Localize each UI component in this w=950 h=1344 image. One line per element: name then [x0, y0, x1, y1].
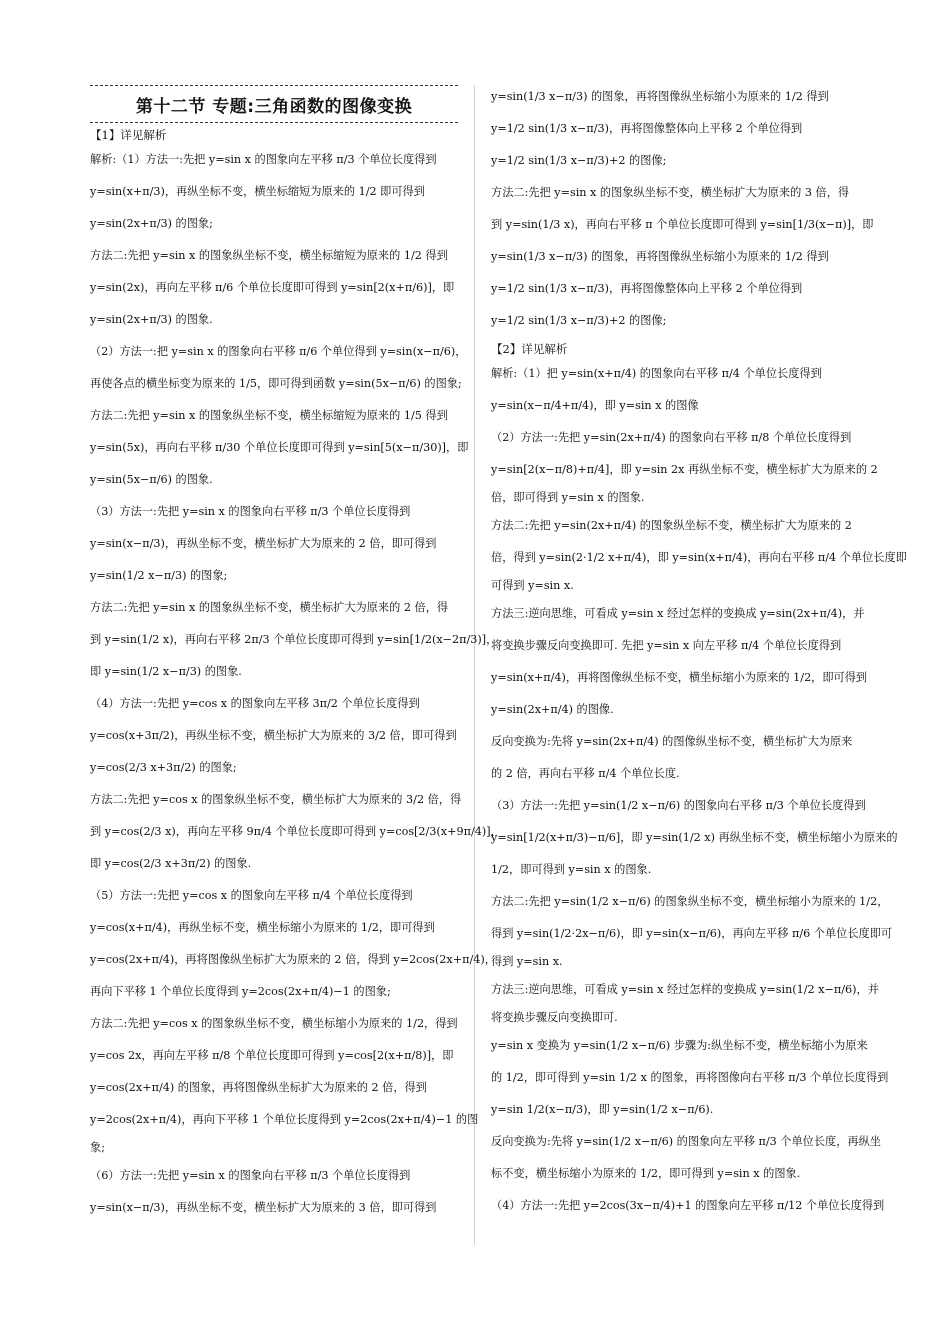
text-line: y=sin(2x+π/3) 的图象;	[90, 217, 213, 230]
text-line: y=cos(x+3π/2)，再纵坐标不变，横坐标扩大为原来的 3/2 倍，即可得到	[90, 729, 457, 742]
text-line: 将变换步骤反向变换即可.	[491, 1011, 618, 1024]
text-line: 再向下平移 1 个单位长度得到 y=2cos(2x+π/4)−1 的图象;	[90, 985, 391, 998]
section-heading: 【1】详见解析	[90, 128, 167, 142]
text-line: （5）方法一:先把 y=cos x 的图象向左平移 π/4 个单位长度得到	[90, 889, 413, 902]
text-line: y=cos(x+π/4)，再纵坐标不变，横坐标缩小为原来的 1/2，即可得到	[90, 921, 435, 934]
text-line: y=2cos(2x+π/4)，再向下平移 1 个单位长度得到 y=2cos(2x+π/4)−1 的图	[90, 1113, 479, 1126]
right-body	[491, 81, 907, 1222]
text-line: 即 y=sin(1/2 x−π/3) 的图象.	[90, 665, 242, 678]
text-line: y=sin(x−π/3)，再纵坐标不变，横坐标扩大为原来的 2 倍，即可得到	[90, 537, 437, 550]
text-line: 到 y=sin(1/3 x)，再向右平移 π 个单位长度即可得到 y=sin[1/3(x−π)]，即	[491, 218, 874, 231]
text-line: y=1/2 sin(1/3 x−π/3)+2 的图像;	[491, 314, 667, 327]
text-line: y=sin(x−π/3)，再纵坐标不变，横坐标扩大为原来的 3 倍，即可得到	[90, 1201, 437, 1214]
title-rule-top	[90, 85, 458, 86]
text-line: 得到 y=sin x.	[491, 955, 563, 968]
text-line: 再使各点的横坐标变为原来的 1/5，即可得到函数 y=sin(5x−π/6) 的图象;	[90, 377, 462, 390]
text-line: 可得到 y=sin x.	[491, 579, 574, 592]
section-heading: 【2】详见解析	[491, 342, 568, 356]
text-line: 得到 y=sin(1/2·2x−π/6)，即 y=sin(x−π/6)，再向左平移 π/6 个单位长度即可	[491, 927, 893, 940]
text-line: y=sin(2x)，再向左平移 π/6 个单位长度即可得到 y=sin[2(x+π/6)]，即	[90, 281, 455, 294]
text-line: （4）方法一:先把 y=cos x 的图象向左平移 3π/2 个单位长度得到	[90, 697, 420, 710]
text-line: y=sin x 变换为 y=sin(1/2 x−π/6) 步骤为:纵坐标不变，横坐标缩小为原来	[491, 1039, 868, 1052]
text-line: 反向变换为:先将 y=sin(1/2 x−π/6) 的图象向左平移 π/3 个单位长度，再纵坐	[491, 1135, 881, 1148]
text-line: （2）方法一:把 y=sin x 的图象向右平移 π/6 个单位得到 y=sin(x−π/6)，	[90, 345, 467, 358]
text-line: 方法二:先把 y=sin x 的图象纵坐标不变，横坐标缩短为原来的 1/5 得到	[90, 409, 448, 422]
text-line: 解析:（1）方法一:先把 y=sin x 的图象向左平移 π/3 个单位长度得到	[90, 153, 437, 166]
text-line: 反向变换为:先将 y=sin(2x+π/4) 的图像纵坐标不变，横坐标扩大为原来	[491, 735, 853, 748]
text-line: 象;	[90, 1141, 105, 1154]
text-line: y=sin(1/2 x−π/3) 的图象;	[90, 569, 228, 582]
text-line: 倍，得到 y=sin(2·1/2 x+π/4)，即 y=sin(x+π/4)，再向右平移 π/4 个单位长度即	[491, 551, 907, 564]
text-line: 的 2 倍，再向右平移 π/4 个单位长度.	[491, 767, 680, 780]
text-line: y=cos(2x+π/4)，再将图像纵坐标扩大为原来的 2 倍，得到 y=2cos(2x+π/4)，	[90, 953, 496, 966]
text-line: y=sin(x−π/4+π/4)，即 y=sin x 的图像	[491, 399, 699, 412]
text-line: y=1/2 sin(1/3 x−π/3)+2 的图像;	[491, 154, 667, 167]
text-line: y=sin[2(x−π/8)+π/4]，即 y=sin 2x 再纵坐标不变，横坐标扩大为原来的 2	[491, 463, 878, 476]
text-line: y=sin(x+π/3)，再纵坐标不变，横坐标缩短为原来的 1/2 即可得到	[90, 185, 425, 198]
text-line: 方法二:先把 y=cos x 的图象纵坐标不变，横坐标缩小为原来的 1/2，得到	[90, 1017, 458, 1030]
text-line: y=sin(x+π/4)，再将图像纵坐标不变，横坐标缩小为原来的 1/2，即可得到	[491, 671, 868, 684]
text-line: y=sin(5x−π/6) 的图象.	[90, 473, 213, 486]
text-line: 方法三:逆向思维，可看成 y=sin x 经过怎样的变换成 y=sin(1/2 x−π/6)，并	[491, 983, 879, 996]
text-line: 的 1/2，即可得到 y=sin 1/2 x 的图象，再将图像向右平移 π/3 个单位长度得到	[491, 1071, 889, 1084]
text-line: 将变换步骤反向变换即可. 先把 y=sin x 向左平移 π/4 个单位长度得到	[491, 639, 842, 652]
left-body	[90, 126, 502, 1224]
text-line: y=sin(1/3 x−π/3) 的图象，再将图像纵坐标缩小为原来的 1/2 得到	[491, 90, 829, 103]
text-line: y=1/2 sin(1/3 x−π/3)，再将图像整体向上平移 2 个单位得到	[491, 122, 803, 135]
right-column	[491, 85, 907, 1222]
text-line: y=sin(1/3 x−π/3) 的图象，再将图像纵坐标缩小为原来的 1/2 得到	[491, 250, 829, 263]
page-title: 第十二节 专题:三角函数的图像变换	[135, 97, 413, 117]
text-line: （4）方法一:先把 y=2cos(3x−π/4)+1 的图象向左平移 π/12 个单位长度得到	[491, 1199, 885, 1212]
text-line: 标不变，横坐标缩小为原来的 1/2，即可得到 y=sin x 的图象.	[491, 1167, 801, 1180]
text-line: y=sin[1/2(x+π/3)−π/6]，即 y=sin(1/2 x) 再纵坐标不变，横坐标缩小为原来的	[491, 831, 898, 844]
text-line: （6）方法一:先把 y=sin x 的图象向右平移 π/3 个单位长度得到	[90, 1169, 411, 1182]
text-line: 1/2，即可得到 y=sin x 的图象.	[491, 863, 652, 876]
title-rule-bottom	[90, 122, 458, 123]
column-divider	[474, 85, 475, 1245]
text-line: y=sin 1/2(x−π/3)，即 y=sin(1/2 x−π/6).	[491, 1103, 714, 1116]
text-line: 倍，即可得到 y=sin x 的图象.	[491, 491, 645, 504]
text-line: y=cos(2/3 x+3π/2) 的图象;	[90, 761, 237, 774]
text-line: 到 y=cos(2/3 x)，再向左平移 9π/4 个单位长度即可得到 y=cos[2/3(x+9π/4)]，	[90, 825, 502, 838]
left-column	[90, 85, 502, 1224]
text-line: 即 y=cos(2/3 x+3π/2) 的图象.	[90, 857, 252, 870]
text-line: 方法二:先把 y=sin(1/2 x−π/6) 的图象纵坐标不变，横坐标缩小为原来的 1/2，	[491, 895, 889, 908]
text-line: y=cos 2x，再向左平移 π/8 个单位长度即可得到 y=cos[2(x+π/8)]，即	[90, 1049, 454, 1062]
text-line: y=1/2 sin(1/3 x−π/3)，再将图像整体向上平移 2 个单位得到	[491, 282, 803, 295]
text-line: （3）方法一:先把 y=sin x 的图象向右平移 π/3 个单位长度得到	[90, 505, 411, 518]
text-line: y=sin(2x+π/3) 的图象.	[90, 313, 213, 326]
text-line: （2）方法一:先把 y=sin(2x+π/4) 的图象向右平移 π/8 个单位长度得到	[491, 431, 852, 444]
text-line: 解析:（1）把 y=sin(x+π/4) 的图象向右平移 π/4 个单位长度得到	[491, 367, 822, 380]
text-line: y=sin(5x)，再向右平移 π/30 个单位长度即可得到 y=sin[5(x−π/30)]，即	[90, 441, 469, 454]
text-line: 方法二:先把 y=sin(2x+π/4) 的图象纵坐标不变，横坐标扩大为原来的 2	[491, 519, 852, 532]
text-line: 方法二:先把 y=sin x 的图象纵坐标不变，横坐标缩短为原来的 1/2 得到	[90, 249, 448, 262]
text-line: y=sin(2x+π/4) 的图像.	[491, 703, 614, 716]
text-line: 方法二:先把 y=sin x 的图象纵坐标不变，横坐标扩大为原来的 2 倍，得	[90, 601, 449, 614]
text-line: 到 y=sin(1/2 x)，再向右平移 2π/3 个单位长度即可得到 y=sin[1/2(x−2π/3)]，	[90, 633, 498, 646]
text-line: 方法二:先把 y=cos x 的图象纵坐标不变，横坐标扩大为原来的 3/2 倍，得	[90, 793, 462, 806]
text-line: y=cos(2x+π/4) 的图象，再将图像纵坐标扩大为原来的 2 倍，得到	[90, 1081, 427, 1094]
text-line: 方法三:逆向思维，可看成 y=sin x 经过怎样的变换成 y=sin(2x+π/4)，并	[491, 607, 865, 620]
text-line: 方法二:先把 y=sin x 的图象纵坐标不变，横坐标扩大为原来的 3 倍，得	[491, 186, 850, 199]
text-line: （3）方法一:先把 y=sin(1/2 x−π/6) 的图象向右平移 π/3 个单位长度得到	[491, 799, 866, 812]
